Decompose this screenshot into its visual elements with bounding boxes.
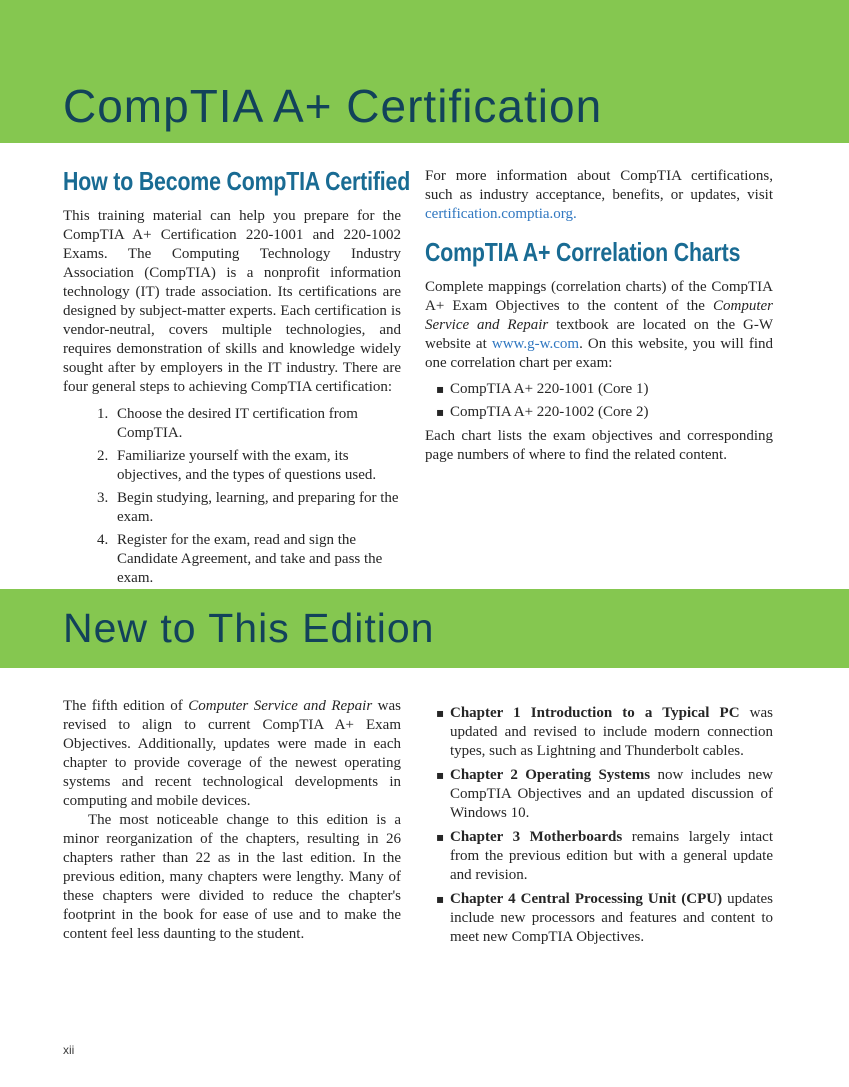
chapter-title-banner — [0, 0, 849, 143]
more-info-paragraph: For more information about CompTIA certifications, such as industry acceptance, benefits, or updates, visit certification.comptia.org. — [425, 168, 773, 222]
step-text: Register for the exam, read and sign the Candidate Agreement, and take and pass the exam. — [117, 532, 383, 586]
bullet-text: Chapter 4 Central Processing Unit (CPU) updates include new processors and features and content to meet new CompTIA Objectives. — [450, 891, 773, 945]
certification-steps-list — [63, 405, 401, 588]
list-item — [425, 766, 773, 823]
list-item — [63, 489, 401, 527]
edition-paragraph-2: The most noticeable change to this edition is a minor reorganization of the chapters, resulting in 26 chapters rather than 22 as in the last edition. In the previous edition, many chapters were lengthy. Many of these chapters were divided to reduce the chapter's footprint in the book for ease of use and to make the content feel less daunting to the student. — [63, 812, 401, 942]
certification-right-column — [425, 167, 773, 592]
step-text: Familiarize yourself with the exam, its objectives, and the types of questions used. — [117, 448, 377, 483]
new-edition-banner — [0, 589, 849, 668]
list-item — [63, 531, 401, 588]
correlation-paragraph: Complete mappings (correlation charts) of the CompTIA A+ Exam Objectives to the content of the Computer Service and Repair textbook are located on the G-W website at www.g-w.com. On this website, you will find one correlation chart per exam: — [425, 279, 774, 371]
bullet-text: Chapter 1 Introduction to a Typical PC was updated and revised to include modern connection types, such as Lightning and Thunderbolt cables. — [450, 705, 773, 759]
heading-how-to-become: How to Become CompTIA Certified — [63, 166, 411, 196]
exam-charts-list — [425, 380, 773, 422]
edition-paragraph-1: The fifth edition of Computer Service and Repair was revised to align to current CompTIA A+ Exam Objectives. Additionally, updates were made in each chapter to provide coverage of the newest operating systems and recent technological developments in computing and mobile devices. — [63, 698, 401, 809]
square-bullet-icon: ▪ — [436, 768, 445, 782]
certification-section — [63, 167, 773, 592]
inline-link[interactable]: certification.comptia.org. — [425, 206, 577, 222]
square-bullet-icon: ▪ — [436, 830, 445, 844]
list-item — [63, 447, 401, 485]
bullet-text: Chapter 2 Operating Systems now includes new CompTIA Objectives and an updated discussion of Windows 10. — [450, 767, 773, 821]
intro-paragraph: This training material can help you prepare for the CompTIA A+ Certification 220-1001 and 220-1002 Exams. The Computing Technology Industry Association (CompTIA) is a nonprofit information technology (IT) trade association. Its certifications are designed by subject-matter experts. Each certification is vendor-neutral, covers multiple technologies, and requires demonstration of skills and knowledge widely sought after by employers in the IT industry. There are four general steps to achieving CompTIA certification: — [63, 208, 401, 395]
new-edition-left-column — [63, 697, 401, 952]
inline-link[interactable]: www.g-w.com — [491, 336, 580, 352]
square-bullet-icon: ▪ — [436, 892, 445, 906]
new-edition-right-column — [425, 697, 773, 952]
chart-description-paragraph: Each chart lists the exam objectives and corresponding page numbers of where to find the related content. — [425, 428, 773, 463]
list-item — [425, 403, 773, 422]
step-text: Begin studying, learning, and preparing for the exam. — [117, 490, 399, 525]
list-item — [425, 828, 773, 885]
step-number: 4. — [97, 532, 109, 548]
step-number: 2. — [97, 448, 109, 464]
bullet-text: CompTIA A+ 220-1001 (Core 1) — [450, 381, 649, 397]
square-bullet-icon: ▪ — [436, 405, 445, 419]
list-item — [63, 405, 401, 443]
bullet-text: Chapter 3 Motherboards remains largely intact from the previous edition but with a general update and revision. — [450, 829, 773, 883]
step-number: 3. — [97, 490, 109, 506]
list-item — [425, 704, 773, 761]
new-edition-section — [63, 697, 773, 952]
list-item — [425, 890, 773, 947]
heading-correlation-charts: CompTIA A+ Correlation Charts — [425, 237, 741, 267]
page-title: CompTIA A+ Certification — [63, 80, 603, 132]
square-bullet-icon: ▪ — [436, 706, 445, 720]
list-item — [425, 380, 773, 399]
page-number: xii — [63, 1043, 75, 1057]
section-title: New to This Edition — [63, 605, 435, 651]
bullet-text: CompTIA A+ 220-1002 (Core 2) — [450, 404, 649, 420]
chapter-updates-list — [425, 704, 773, 947]
step-number: 1. — [97, 406, 109, 422]
certification-left-column — [63, 166, 411, 592]
square-bullet-icon: ▪ — [436, 382, 445, 396]
step-text: Choose the desired IT certification from CompTIA. — [117, 406, 358, 441]
